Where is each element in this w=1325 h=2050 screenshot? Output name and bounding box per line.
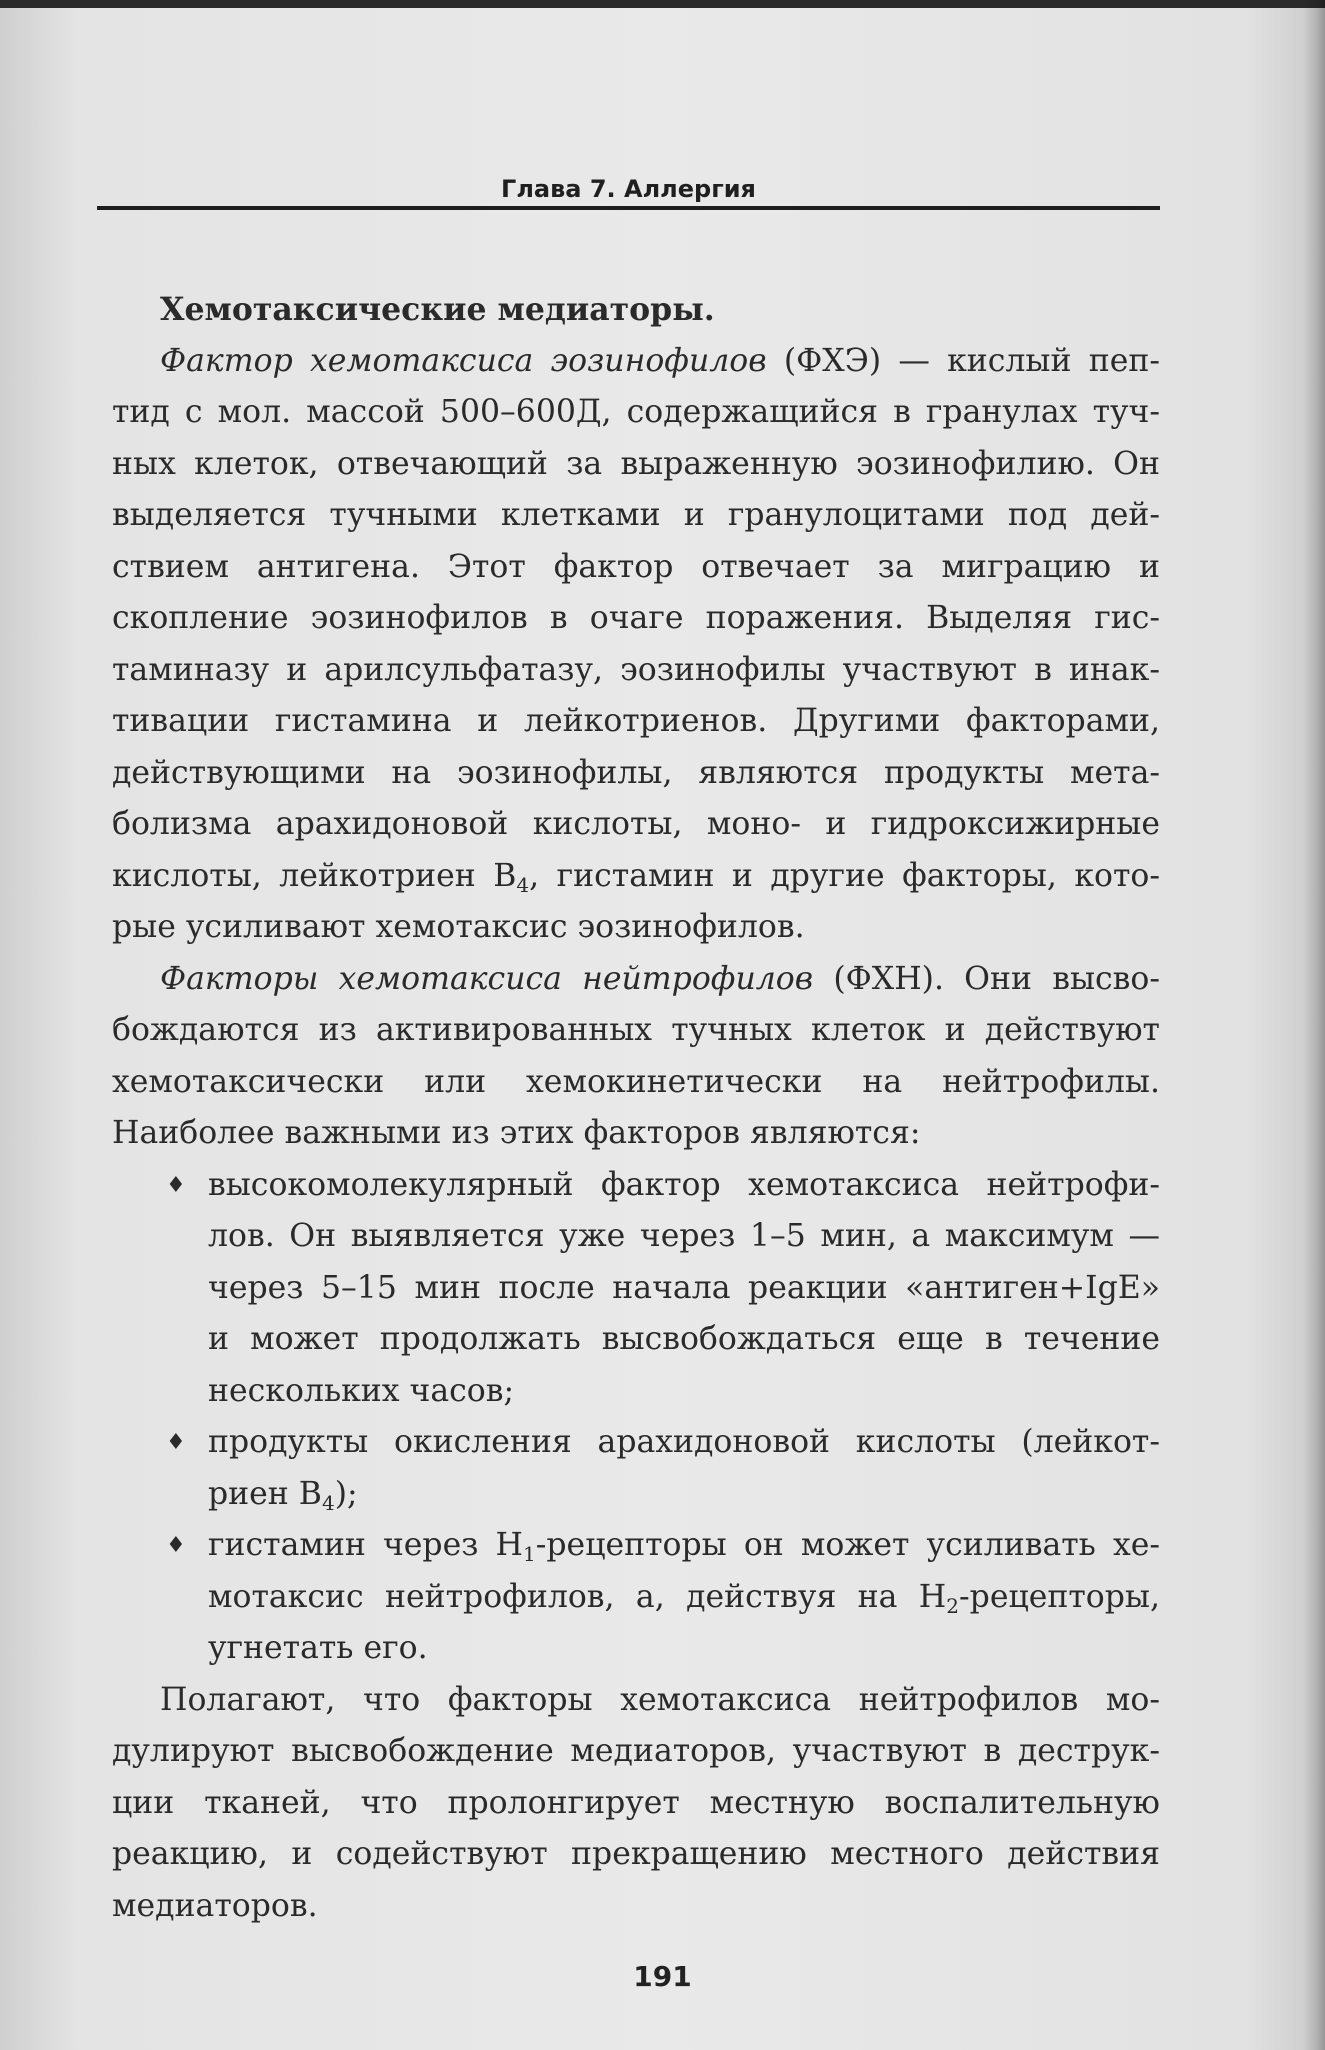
para1-line: кислоты, лейкотриен $B_4$, гистамин и другие факторы, кото- bbox=[112, 857, 1161, 897]
term-fhn: Факторы хемотаксиса нейтрофилов bbox=[160, 960, 814, 997]
page-number: 191 bbox=[633, 1960, 692, 1993]
para3-line: медиаторов. bbox=[112, 1887, 318, 1924]
para1-line: тид с мол. массой 500–600Д, содержащийся в гранулах туч- bbox=[112, 394, 1160, 430]
term-fhe: Фактор хемотаксиса эозинофилов bbox=[160, 342, 767, 379]
running-head-rule bbox=[97, 206, 1160, 210]
para3-line: дулируют высвобождение медиаторов, участвуют в деструк- bbox=[112, 1733, 1160, 1769]
para2-line: Наиболее важными из этих факторов являются: bbox=[112, 1115, 921, 1151]
scan-top-edge bbox=[0, 0, 1325, 8]
para1-line: скопление эозинофилов в очаге поражения. Выделяя гис- bbox=[112, 600, 1160, 636]
para1-line: болизма арахидоновой кислоты, моно- и гидроксижирные bbox=[112, 806, 1160, 842]
para1-line: выделяется тучными клетками и гранулоцитами под дей- bbox=[112, 497, 1160, 533]
running-head: Глава 7. Аллергия bbox=[501, 175, 756, 203]
diamond-bullet-icon: ♦ bbox=[166, 1430, 186, 1455]
para1-line: действующими на эозинофилы, являются продукты мета- bbox=[112, 754, 1160, 791]
list-item-line: через 5–15 мин после начала реакции «антиген+IgE» bbox=[208, 1269, 1160, 1306]
para1-line: Фактор хемотаксиса эозинофилов (ФХЭ) — кислый пеп- bbox=[160, 342, 1160, 379]
para3-line: ции тканей, что пролонгирует местную воспалительную bbox=[112, 1784, 1160, 1821]
para3-line: Полагают, что факторы хемотаксиса нейтрофилов мо- bbox=[160, 1681, 1160, 1718]
list-item: ♦ высокомолекулярный фактор хемотаксиса нейтрофи- bbox=[112, 1160, 1160, 1212]
para2-line: хемотаксически или хемокинетически на нейтрофилы. bbox=[112, 1063, 1160, 1100]
diamond-bullet-icon: ♦ bbox=[166, 1533, 186, 1558]
list-item-line: мотаксис нейтрофилов, а, действуя на $H_2$-рецепторы, bbox=[208, 1578, 1160, 1618]
page-gutter-shadow bbox=[1303, 0, 1325, 2050]
list-item-line: риен $B_4$); bbox=[208, 1475, 358, 1515]
page-body bbox=[112, 284, 1160, 1932]
section-title: Хемотаксические медиаторы. bbox=[160, 291, 715, 328]
para1-line: тивации гистамина и лейкотриенов. Другими факторами, bbox=[112, 703, 1160, 739]
para1-line: ствием антигена. Этот фактор отвечает за миграцию и bbox=[112, 548, 1160, 585]
para1-line: ных клеток, отвечающий за выраженную эозинофилию. Он bbox=[112, 445, 1160, 482]
para2-line: бождаются из активированных тучных клеток и действуют bbox=[112, 1012, 1160, 1048]
list-item-line: нескольких часов; bbox=[208, 1372, 515, 1409]
diamond-bullet-icon: ♦ bbox=[166, 1172, 186, 1198]
para1-line: рые усиливают хемотаксис эозинофилов. bbox=[112, 909, 805, 945]
list-item-line: угнетать его. bbox=[208, 1630, 428, 1666]
list-item: ♦ гистамин через $H_1$-рецепторы он может усиливать хе- bbox=[112, 1520, 1160, 1572]
list-item-line: лов. Он выявляется уже через 1–5 мин, а максимум — bbox=[208, 1218, 1160, 1254]
list-item-line: и может продолжать высвобождаться еще в течение bbox=[208, 1321, 1160, 1357]
list-item: ♦ продукты окисления арахидоновой кислоты (лейкот- bbox=[112, 1417, 1160, 1469]
para1-line: таминазу и арилсульфатазу, эозинофилы участвуют в инак- bbox=[112, 651, 1160, 688]
para3-line: реакцию, и содействуют прекращению местного действия bbox=[112, 1836, 1160, 1872]
para2-line: Факторы хемотаксиса нейтрофилов (ФХН). Они высво- bbox=[160, 960, 1160, 997]
